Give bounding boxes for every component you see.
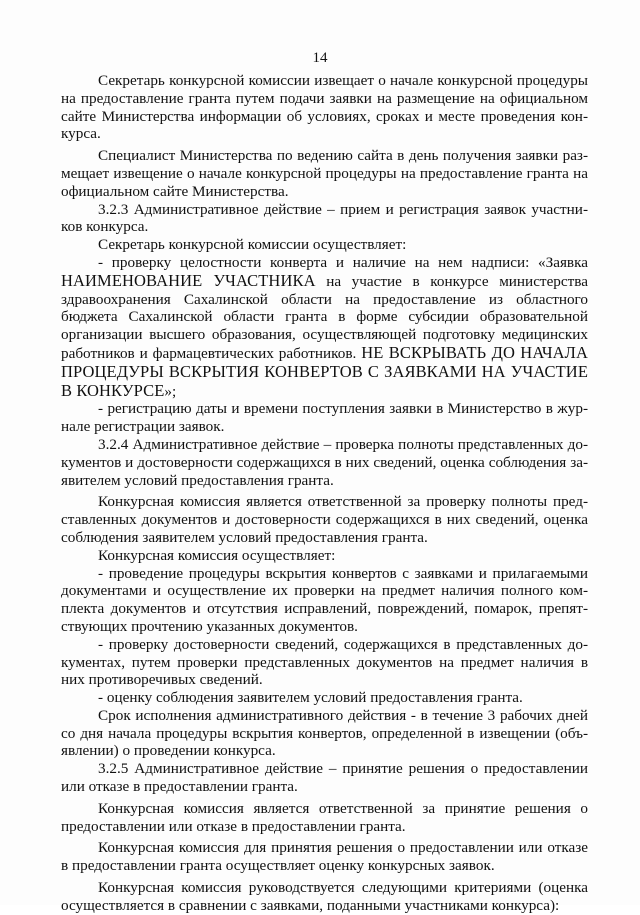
paragraph-3-2-3-heading	[61, 201, 588, 237]
paragraph-secretary-duties	[61, 236, 588, 254]
paragraph-text: »;	[164, 382, 177, 400]
paragraph-text: - проверку целостности конверта и наличие на нем надписи: «Заявка	[98, 253, 588, 271]
paragraph-text: Специалист Министерства по ведению сайта в день получения заявки размещает извещение о начале конкурсной процедуры на предоставление гранта на официальном сайте Министерства.	[61, 147, 588, 200]
paragraph-text: на участие в конкурсе министерства здравоохранения Сахалинской области на предоставление из областного бюджета Сахалинской области гранта в форме субсидии образовательной организации высшего образования, осуществляющей подготовку медицинских работников и фармацевтических работников.	[61, 272, 588, 362]
paragraph-opening-procedure	[61, 565, 588, 636]
paragraph-commission-responsible-check	[61, 493, 588, 546]
paragraph-site-specialist	[61, 147, 588, 200]
paragraph-deadline	[61, 707, 588, 760]
paragraph-text: - регистрацию даты и времени поступления заявки в Министерство в журнале регистрации заявок.	[61, 400, 588, 436]
paragraph-3-2-5-heading	[61, 760, 588, 796]
paragraph-text: Срок исполнения административного действия - в течение 3 рабочих дней со дня начала процедуры вскрытия конвертов, определенной в извещении (объявлении) о проведении конкурса.	[61, 706, 588, 760]
page-number: 14	[312, 50, 328, 66]
paragraph-text: 3.2.4 Административное действие – проверка полноты представленных документов и достоверности содержащихся в них сведений, оценка соблюдения заявителем условий предоставления гранта.	[61, 435, 588, 489]
paragraph-text: Конкурсная комиссия является ответственной за проверку полноты представленных документов и достоверности содержащихся в них сведений, оценка соблюдения заявителем условий предоставления гранта.	[61, 493, 588, 546]
participant-name-caps: НАИМЕНОВАНИЕ УЧАСТНИКА	[61, 270, 316, 290]
paragraph-commission-duties	[61, 547, 588, 565]
paragraph-text: - проверку достоверности сведений, содержащихся в представленных документах, путем проверки представленных документов на предмет наличия в них противоречивых сведений.	[61, 635, 588, 689]
paragraph-3-2-4-heading	[61, 436, 588, 489]
paragraph-envelope-check	[61, 254, 588, 400]
paragraph-text: Конкурсная комиссия руководствуется следующими критериями (оценка осуществляется в сравнении с заявками, поданными участниками конкурса):	[61, 879, 588, 914]
paragraph-registration	[61, 400, 588, 436]
paragraph-commission-responsible-decision	[61, 800, 588, 836]
paragraph-reliability-check	[61, 636, 588, 689]
paragraph-compliance-check	[61, 689, 588, 707]
paragraph-text: Секретарь конкурсной комиссии осуществляет:	[98, 236, 407, 254]
paragraph-text: Конкурсная комиссия осуществляет:	[98, 546, 336, 564]
paragraph-text: 3.2.3 Административное действие – прием и регистрация заявок участников конкурса.	[61, 200, 588, 236]
document-body	[61, 72, 588, 915]
paragraph-text: Конкурсная комиссия является ответственной за принятие решения о предоставлении или отказе в предоставлении гранта.	[61, 799, 588, 835]
paragraph-text: 3.2.5 Административное действие – принятие решения о предоставлении или отказе в предоставлении гранта.	[61, 760, 588, 796]
paragraph-text: Конкурсная комиссия для принятия решения о предоставлении или отказе в предоставлении гранта осуществляет оценку конкурсных заявок.	[61, 839, 588, 875]
paragraph-text: Секретарь конкурсной комиссии извещает о начале конкурсной процедуры на предоставление гранта путем подачи заявки на размещение на официальном сайте Министерства информации об условиях, сроках и месте проведения конкурса.	[61, 72, 588, 143]
paragraph-criteria	[61, 879, 588, 915]
paragraph-text: - оценку соблюдения заявителем условий предоставления гранта.	[98, 689, 523, 707]
do-not-open-caps: НЕ ВСКРЫВАТЬ ДО НАЧАЛА ПРОЦЕДУРЫ ВСКРЫТИЯ КОНВЕРТОВ С ЗАЯВКАМИ НА УЧАСТИЕ В КОНКУРСЕ	[61, 342, 588, 400]
paragraph-text: - проведение процедуры вскрытия конвертов с заявками и прилагаемыми документами и осуществление их проверки на предмет наличия полного комплекта документов и отсутствия исправлений, повреждений, помарок, препятствующих прочтению указанных документов.	[61, 564, 588, 635]
paragraph-evaluation	[61, 839, 588, 875]
paragraph-secretary-notice	[61, 72, 588, 143]
